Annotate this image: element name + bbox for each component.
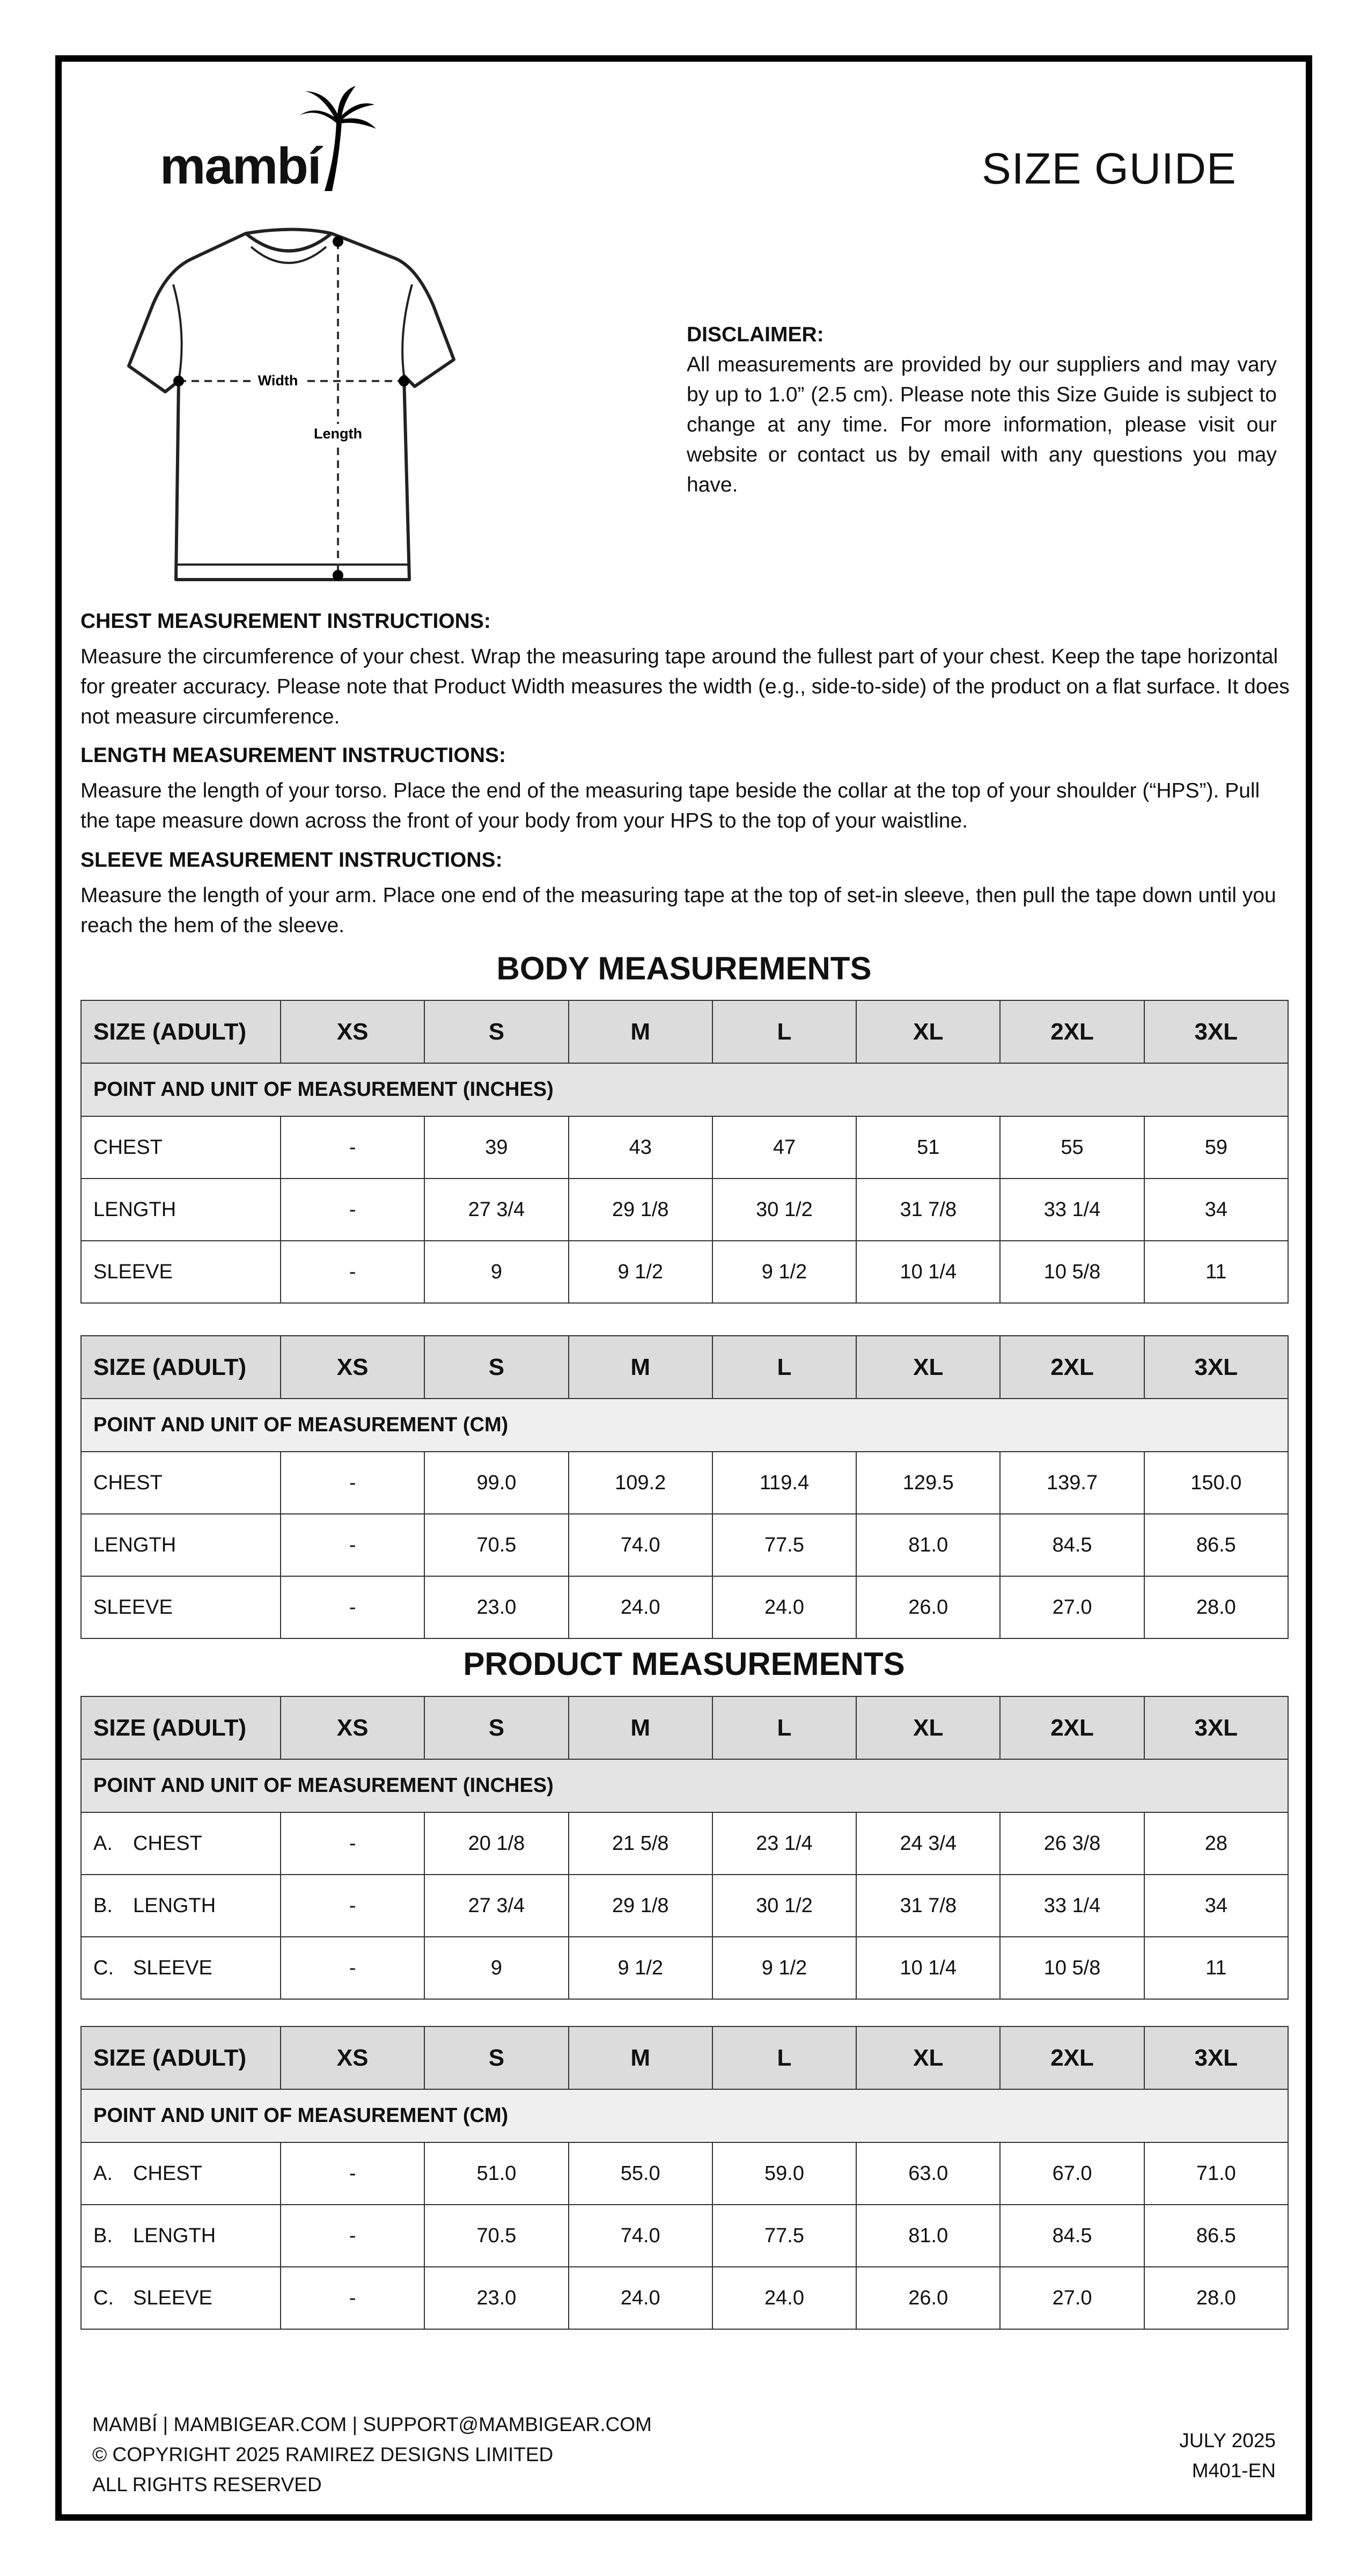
- measurement-value: 30 1/2: [712, 1179, 856, 1241]
- unit-subheader-row: [81, 1399, 1288, 1452]
- sleeve-instructions-heading: SLEEVE MEASUREMENT INSTRUCTIONS:: [80, 848, 503, 872]
- size-header-cell: M: [569, 1000, 712, 1063]
- measurement-label: CHEST: [93, 1471, 163, 1494]
- measurement-value: 33 1/4: [1000, 1875, 1144, 1937]
- size-header-cell: XS: [281, 1696, 424, 1759]
- measurement-value: 31 7/8: [856, 1179, 1000, 1241]
- measurement-value: 34: [1144, 1875, 1288, 1937]
- measurement-value: -: [281, 1514, 424, 1576]
- measurement-value: 77.5: [712, 2205, 856, 2267]
- measurement-value: 31 7/8: [856, 1875, 1000, 1937]
- length-instructions-heading: LENGTH MEASUREMENT INSTRUCTIONS:: [80, 744, 506, 767]
- measurement-label: LENGTH: [133, 2224, 216, 2247]
- table-row: [81, 1875, 1288, 1937]
- size-header-cell: 2XL: [1000, 1000, 1144, 1063]
- measurement-label-cell: [81, 1875, 281, 1937]
- size-header-cell: XL: [856, 1696, 1000, 1759]
- measurement-prefix: B.: [93, 1894, 113, 1917]
- measurement-value: 27.0: [1000, 1576, 1144, 1638]
- measurement-value: 119.4: [712, 1452, 856, 1514]
- measurement-value: 28.0: [1144, 2267, 1288, 2329]
- size-header-cell: XL: [856, 1336, 1000, 1399]
- measurement-value: 27.0: [1000, 2267, 1144, 2329]
- table-header-row: [81, 1696, 1288, 1759]
- size-header-cell: L: [712, 2026, 856, 2089]
- width-point-left: [173, 376, 184, 386]
- measurement-value: 81.0: [856, 2205, 1000, 2267]
- size-header-cell: S: [424, 1336, 568, 1399]
- measurement-value: 67.0: [1000, 2142, 1144, 2205]
- measurement-value: 24.0: [712, 1576, 856, 1638]
- size-header-cell: XL: [856, 1000, 1000, 1063]
- measurement-label-cell: [81, 2205, 281, 2267]
- measurement-value: 9 1/2: [569, 1937, 712, 1999]
- length-instructions: [80, 741, 1290, 836]
- footer-copyright: © COPYRIGHT 2025 RAMIREZ DESIGNS LIMITED: [92, 2443, 554, 2465]
- sleeve-instructions: [80, 845, 1290, 941]
- unit-subheader: POINT AND UNIT OF MEASUREMENT (CM): [81, 1399, 1288, 1452]
- measurement-value: -: [281, 2267, 424, 2329]
- unit-subheader-row: [81, 1063, 1288, 1116]
- measurement-label: SLEEVE: [93, 1260, 173, 1283]
- measurement-value: -: [281, 1875, 424, 1937]
- measurement-value: 70.5: [424, 2205, 568, 2267]
- measurement-label-cell: [81, 2142, 281, 2205]
- measurement-label: CHEST: [133, 2162, 202, 2185]
- measurement-value: 28.0: [1144, 1576, 1288, 1638]
- size-header-cell: XS: [281, 1000, 424, 1063]
- measurement-value: 10 1/4: [856, 1937, 1000, 1999]
- width-label: Width: [258, 372, 298, 389]
- measurement-value: 129.5: [856, 1452, 1000, 1514]
- size-header-cell: M: [569, 1336, 712, 1399]
- table-header-row: [81, 2026, 1288, 2089]
- measurement-value: -: [281, 1452, 424, 1514]
- size-header-cell: 3XL: [1144, 1336, 1288, 1399]
- table-row: [81, 1812, 1288, 1875]
- measurement-value: -: [281, 2142, 424, 2205]
- measurement-label-cell: [81, 1514, 281, 1576]
- table-row: [81, 2267, 1288, 2329]
- size-header-cell: 2XL: [1000, 1336, 1144, 1399]
- footer-code: M401-EN: [1192, 2460, 1276, 2482]
- measurement-value: 34: [1144, 1179, 1288, 1241]
- measurement-label-cell: [81, 1812, 281, 1875]
- measurement-value: 30 1/2: [712, 1875, 856, 1937]
- measurement-label: LENGTH: [133, 1894, 216, 1917]
- measurement-value: 74.0: [569, 1514, 712, 1576]
- measurement-value: 71.0: [1144, 2142, 1288, 2205]
- size-header-cell: L: [712, 1000, 856, 1063]
- measurement-label: SLEEVE: [133, 2286, 212, 2309]
- measurement-value: -: [281, 1179, 424, 1241]
- chest-instructions: [80, 606, 1290, 732]
- table-row: [81, 1179, 1288, 1241]
- measurement-value: -: [281, 1937, 424, 1999]
- measurement-value: 24.0: [712, 2267, 856, 2329]
- measurement-value: 24 3/4: [856, 1812, 1000, 1875]
- product-inches-table: [80, 1696, 1289, 2000]
- measurement-value: 77.5: [712, 1514, 856, 1576]
- table-header-row: [81, 1000, 1288, 1063]
- unit-subheader-row: [81, 2089, 1288, 2142]
- body-inches-table: [80, 1000, 1289, 1304]
- table-row: [81, 1452, 1288, 1514]
- length-point-bottom: [333, 570, 343, 581]
- measurement-value: 27 3/4: [424, 1179, 568, 1241]
- footer-rights: ALL RIGHTS RESERVED: [92, 2473, 322, 2496]
- measurement-prefix: C.: [93, 1956, 114, 1979]
- table-row: [81, 2142, 1288, 2205]
- size-header-cell: L: [712, 1336, 856, 1399]
- table-header-row: [81, 1336, 1288, 1399]
- measurement-value: -: [281, 1576, 424, 1638]
- page-title: SIZE GUIDE: [982, 144, 1237, 193]
- measurement-prefix: A.: [93, 2162, 113, 2185]
- table-row: [81, 1514, 1288, 1576]
- measurement-value: 10 5/8: [1000, 1241, 1144, 1303]
- footer-meta: [1179, 2426, 1276, 2486]
- size-header-cell: S: [424, 1000, 568, 1063]
- length-label: Length: [314, 426, 362, 442]
- measurement-label: CHEST: [133, 1832, 202, 1855]
- size-header-cell: M: [569, 2026, 712, 2089]
- measurement-label: SLEEVE: [93, 1596, 173, 1619]
- disclaimer-heading: DISCLAIMER:: [687, 323, 824, 346]
- measurement-value: 55: [1000, 1116, 1144, 1179]
- measurement-label: SLEEVE: [133, 1956, 212, 1979]
- table-row: [81, 1241, 1288, 1303]
- measurement-value: 59: [1144, 1116, 1288, 1179]
- measurement-value: 9 1/2: [712, 1937, 856, 1999]
- measurement-value: 28: [1144, 1812, 1288, 1875]
- measurement-value: 86.5: [1144, 1514, 1288, 1576]
- body-measurements-title: BODY MEASUREMENTS: [496, 950, 872, 986]
- size-header-cell: 3XL: [1144, 2026, 1288, 2089]
- measurement-label-cell: [81, 1452, 281, 1514]
- measurement-value: 51: [856, 1116, 1000, 1179]
- table-row: [81, 2205, 1288, 2267]
- measurement-value: 27 3/4: [424, 1875, 568, 1937]
- length-instructions-text: Measure the length of your torso. Place the end of the measuring tape beside the collar at the top of your shoulder (“HPS”). Pull the tape measure down across the front of your body from your HPS to the top of your waistline.: [80, 779, 1260, 832]
- measurement-label-cell: [81, 1241, 281, 1303]
- size-header-cell: XS: [281, 1336, 424, 1399]
- measurement-label-cell: [81, 2267, 281, 2329]
- measurement-value: 20 1/8: [424, 1812, 568, 1875]
- measurement-value: 23 1/4: [712, 1812, 856, 1875]
- measurement-label-cell: [81, 1116, 281, 1179]
- footer-date: JULY 2025: [1179, 2429, 1276, 2451]
- body-cm-table: [80, 1335, 1289, 1639]
- length-point-top: [333, 236, 343, 247]
- size-header-cell: 2XL: [1000, 1696, 1144, 1759]
- measurement-value: 55.0: [569, 2142, 712, 2205]
- measurement-value: 23.0: [424, 1576, 568, 1638]
- product-measurements-title: PRODUCT MEASUREMENTS: [463, 1646, 905, 1682]
- measurement-value: 86.5: [1144, 2205, 1288, 2267]
- measurement-value: 10 1/4: [856, 1241, 1000, 1303]
- measurement-value: 23.0: [424, 2267, 568, 2329]
- measurement-label: LENGTH: [93, 1533, 176, 1556]
- measurement-prefix: B.: [93, 2224, 113, 2247]
- size-header-cell: XS: [281, 2026, 424, 2089]
- measurement-value: 11: [1144, 1241, 1288, 1303]
- measurement-value: -: [281, 1241, 424, 1303]
- chest-instructions-text: Measure the circumference of your chest. Wrap the measuring tape around the fullest part of your chest. Keep the tape horizontal for greater accuracy. Please note that Product Width measures the width (e.g., side-to-side) of the product on a flat surface. It does not measure circumference.: [80, 645, 1290, 728]
- measurement-value: 24.0: [569, 2267, 712, 2329]
- size-header-cell: 2XL: [1000, 2026, 1144, 2089]
- measurement-value: 63.0: [856, 2142, 1000, 2205]
- measurement-value: 84.5: [1000, 1514, 1144, 1576]
- measurement-prefix: C.: [93, 2286, 114, 2309]
- measurement-value: -: [281, 2205, 424, 2267]
- size-header-cell: 3XL: [1144, 1696, 1288, 1759]
- size-column-header: SIZE (ADULT): [81, 2026, 281, 2089]
- measurement-value: 59.0: [712, 2142, 856, 2205]
- measurement-value: 99.0: [424, 1452, 568, 1514]
- measurement-value: 29 1/8: [569, 1875, 712, 1937]
- measurement-label-cell: [81, 1937, 281, 1999]
- measurement-value: 26.0: [856, 2267, 1000, 2329]
- unit-subheader: POINT AND UNIT OF MEASUREMENT (CM): [81, 2089, 1288, 2142]
- measurement-value: 39: [424, 1116, 568, 1179]
- disclaimer: [687, 320, 1277, 500]
- measurement-value: 150.0: [1144, 1452, 1288, 1514]
- measurement-value: 74.0: [569, 2205, 712, 2267]
- measurement-value: -: [281, 1812, 424, 1875]
- measurement-value: 33 1/4: [1000, 1179, 1144, 1241]
- measurement-value: 70.5: [424, 1514, 568, 1576]
- measurement-value: 81.0: [856, 1514, 1000, 1576]
- measurement-label-cell: [81, 1576, 281, 1638]
- brand-name: mambí: [160, 137, 321, 195]
- size-column-header: SIZE (ADULT): [81, 1000, 281, 1063]
- measurement-value: 29 1/8: [569, 1179, 712, 1241]
- size-header-cell: L: [712, 1696, 856, 1759]
- size-header-cell: XL: [856, 2026, 1000, 2089]
- product-cm-table: [80, 2026, 1289, 2330]
- table-row: [81, 1937, 1288, 1999]
- disclaimer-text: All measurements are provided by our suppliers and may vary by up to 1.0” (2.5 cm). Please note this Size Guide is subject to change at any time. For more information, please visit our website or contact us by email with any questions you may have.: [687, 353, 1277, 496]
- footer-contact: MAMBÍ | MAMBIGEAR.COM | SUPPORT@MAMBIGEAR.COM: [92, 2413, 652, 2435]
- sleeve-instructions-text: Measure the length of your arm. Place one end of the measuring tape at the top of set-in sleeve, then pull the tape down until you reach the hem of the sleeve.: [80, 884, 1276, 937]
- measurement-value: 10 5/8: [1000, 1937, 1144, 1999]
- measurement-label: LENGTH: [93, 1198, 176, 1221]
- measurement-value: 26 3/8: [1000, 1812, 1144, 1875]
- footer-info: [92, 2410, 652, 2500]
- measurement-value: 84.5: [1000, 2205, 1144, 2267]
- table-row: [81, 1576, 1288, 1638]
- size-header-cell: S: [424, 1696, 568, 1759]
- measurement-value: 9 1/2: [569, 1241, 712, 1303]
- size-column-header: SIZE (ADULT): [81, 1696, 281, 1759]
- tshirt-diagram: [95, 225, 492, 590]
- size-column-header: SIZE (ADULT): [81, 1336, 281, 1399]
- measurement-value: 9: [424, 1937, 568, 1999]
- size-header-cell: S: [424, 2026, 568, 2089]
- measurement-value: 51.0: [424, 2142, 568, 2205]
- unit-subheader: POINT AND UNIT OF MEASUREMENT (INCHES): [81, 1759, 1288, 1812]
- width-point-right: [399, 376, 409, 386]
- chest-instructions-heading: CHEST MEASUREMENT INSTRUCTIONS:: [80, 610, 491, 633]
- brand-logo: [160, 86, 385, 199]
- table-row: [81, 1116, 1288, 1179]
- unit-subheader-row: [81, 1759, 1288, 1812]
- measurement-value: 47: [712, 1116, 856, 1179]
- measurement-label: CHEST: [93, 1136, 163, 1159]
- unit-subheader: POINT AND UNIT OF MEASUREMENT (INCHES): [81, 1063, 1288, 1116]
- measurement-value: 24.0: [569, 1576, 712, 1638]
- size-header-cell: 3XL: [1144, 1000, 1288, 1063]
- size-header-cell: M: [569, 1696, 712, 1759]
- measurement-label-cell: [81, 1179, 281, 1241]
- measurement-value: 26.0: [856, 1576, 1000, 1638]
- measurement-value: 109.2: [569, 1452, 712, 1514]
- measurement-value: 9: [424, 1241, 568, 1303]
- measurement-value: -: [281, 1116, 424, 1179]
- measurement-prefix: A.: [93, 1832, 113, 1855]
- measurement-value: 21 5/8: [569, 1812, 712, 1875]
- measurement-value: 139.7: [1000, 1452, 1144, 1514]
- measurement-value: 11: [1144, 1937, 1288, 1999]
- measurement-value: 43: [569, 1116, 712, 1179]
- measurement-value: 9 1/2: [712, 1241, 856, 1303]
